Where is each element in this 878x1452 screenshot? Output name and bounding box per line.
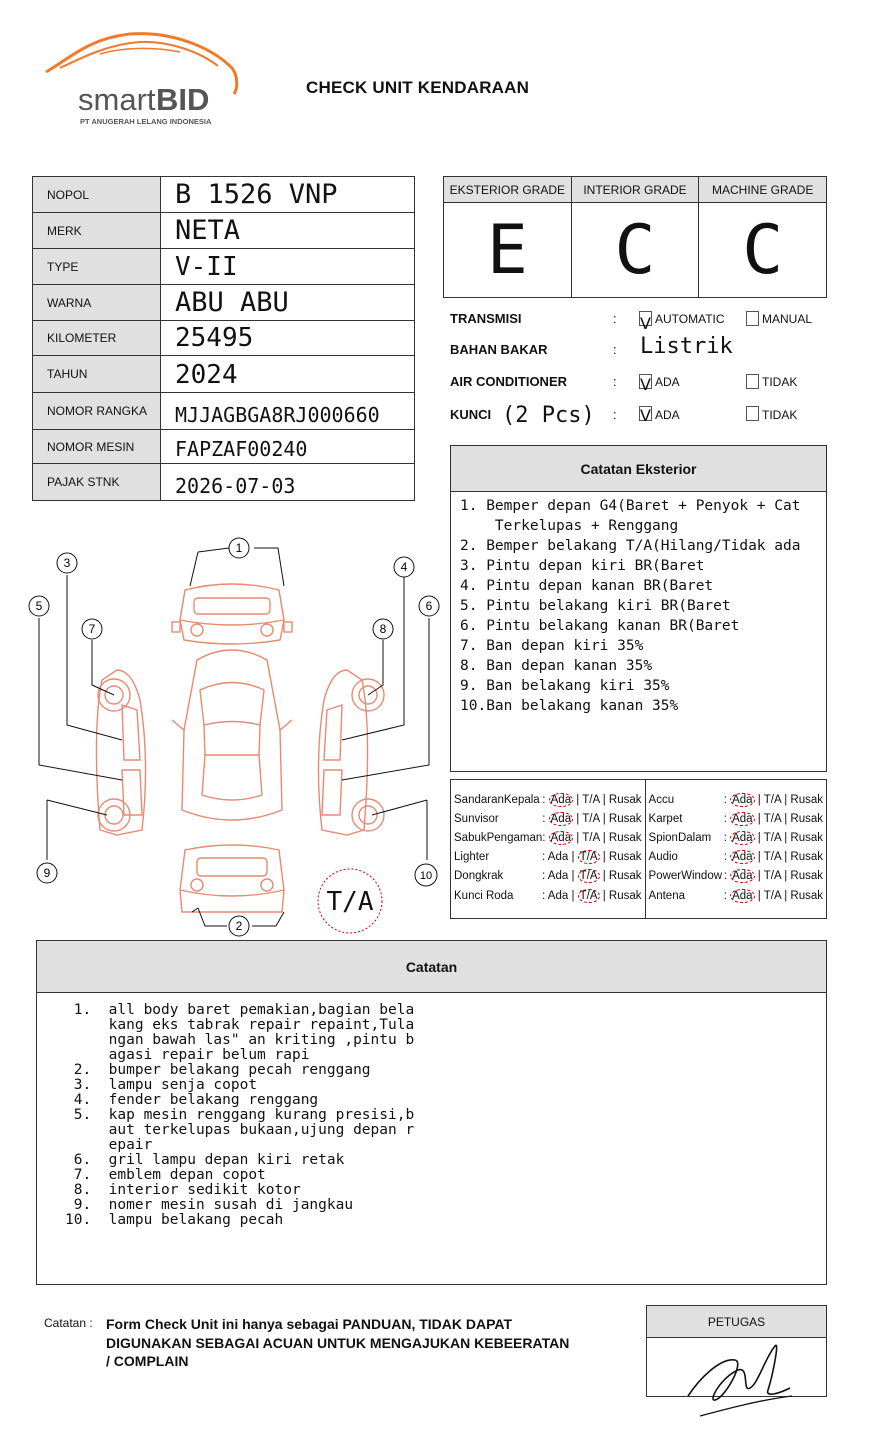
accessory-name: Audio (648, 851, 678, 864)
ac-label: AIR CONDITIONER (450, 374, 567, 389)
info-label: MERK (33, 213, 161, 248)
ac-ada-label: ADA (655, 375, 680, 389)
logo-subtitle: PT ANUGERAH LELANG INDONESIA (80, 117, 212, 126)
car-outline (96, 584, 384, 912)
check-icon: V (640, 314, 651, 333)
accessory-row (646, 886, 826, 905)
accessory-options: : Ada | T/A | Rusak (542, 851, 642, 864)
info-label: WARNA (33, 285, 161, 320)
accessory-name: Lighter (454, 851, 490, 864)
accessory-option[interactable]: Rusak (790, 812, 823, 825)
accessory-row (646, 809, 826, 828)
exterior-note-item: 7. Ban depan kiri 35% (460, 638, 644, 654)
accessory-option[interactable]: T/A (582, 812, 600, 825)
accessory-option[interactable]: Rusak (790, 831, 823, 844)
catatan-item: 7. emblem depan copot (65, 1167, 266, 1183)
info-label: TYPE (33, 249, 161, 284)
footer-disclaimer: Form Check Unit ini hanya sebagai PANDUAN, TIDAK DAPAT DIGUNAKAN SEBAGAI ACUAN UNTUK MENGAJUKAN KEBEERATAN / COMPLAIN (106, 1316, 570, 1369)
catatan-item: epair (65, 1137, 153, 1153)
info-value: NETA (175, 215, 241, 246)
accessory-row (451, 790, 645, 809)
info-label: TAHUN (33, 356, 161, 392)
info-label: PAJAK STNK (33, 464, 161, 500)
accessory-row (646, 848, 826, 867)
accessory-option[interactable]: Rusak (608, 870, 642, 883)
accessory-options: : Ada | T/A | Rusak (542, 870, 642, 883)
page-title: CHECK UNIT KENDARAAN (306, 78, 530, 97)
info-value: 25495 (175, 323, 254, 353)
grade-label: INTERIOR GRADE (572, 177, 699, 203)
catatan-item: agasi repair belum rapi (65, 1047, 310, 1063)
marker-3 (57, 553, 77, 573)
transmisi-label: TRANSMISI (450, 311, 522, 326)
catatan-item: 1. all body baret pemakian,bagian bela (65, 1002, 415, 1018)
accessory-row (451, 848, 645, 867)
catatan-item: kang eks tabrak repair repaint,Tula (65, 1017, 415, 1033)
info-label: NOPOL (33, 177, 161, 212)
accessory-option[interactable]: Rusak (608, 889, 642, 902)
signature-image (680, 1338, 800, 1422)
accessory-option[interactable]: T/A (763, 851, 781, 864)
accessory-option[interactable]: Rusak (790, 793, 823, 806)
catatan-item: 10. lampu belakang pecah (65, 1212, 284, 1228)
marker-8 (373, 619, 393, 639)
grade-value: C (614, 210, 656, 290)
accessory-option[interactable]: Ada (550, 831, 572, 844)
catatan-item: 8. interior sedikit kotor (65, 1182, 301, 1198)
exterior-notes-box (450, 445, 827, 772)
svg-text:2: 2 (235, 919, 243, 933)
accessory-option[interactable]: Ada (732, 812, 753, 825)
accessory-option[interactable]: Ada (732, 851, 753, 864)
accessories-left-column (451, 780, 646, 918)
exterior-note-item: 3. Pintu depan kiri BR(Baret (460, 558, 705, 574)
svg-text:1: 1 (235, 541, 243, 555)
accessory-option[interactable]: T/A (763, 793, 781, 806)
accessory-name: SandaranKepala (454, 793, 540, 806)
grade-value: E (486, 210, 528, 290)
accessory-option[interactable]: T/A (582, 793, 600, 806)
accessory-name: Antena (648, 889, 685, 902)
accessory-option[interactable]: T/A (763, 812, 781, 825)
catatan-box (36, 940, 827, 1285)
marker-9 (37, 863, 57, 883)
exterior-note-item: 9. Ban belakang kiri 35% (460, 678, 670, 694)
bahan-bakar-label: BAHAN BAKAR (450, 342, 548, 357)
accessory-option[interactable]: Rusak (608, 812, 642, 825)
accessory-option[interactable]: Ada (732, 831, 753, 844)
catatan-list (37, 993, 826, 1228)
info-row (33, 177, 414, 213)
catatan-item: 2. bumper belakang pecah renggang (65, 1062, 371, 1078)
marker-1 (229, 538, 249, 558)
accessory-name: Accu (648, 793, 675, 806)
accessory-name: PowerWindow (648, 870, 723, 883)
info-value: FAPZAF00240 (175, 437, 308, 461)
marker-2 (229, 916, 249, 936)
info-value: 2024 (175, 360, 238, 390)
transmisi-manual-label: MANUAL (762, 312, 813, 326)
accessory-option[interactable]: T/A (579, 889, 598, 902)
exterior-note-item: 4. Pintu depan kanan BR(Baret (460, 578, 714, 594)
accessory-option[interactable]: Ada (732, 793, 753, 806)
catatan-item: ngan bawah las" an kriting ,pintu b (65, 1032, 415, 1048)
accessory-row (451, 828, 645, 847)
info-value: MJJAGBGA8RJ000660 (175, 403, 380, 427)
accessory-name: Sunvisor (454, 812, 499, 825)
svg-text:3: 3 (63, 556, 71, 570)
accessory-name: SabukPengaman (454, 831, 543, 844)
accessory-row (646, 867, 826, 886)
ta-stamp (318, 869, 382, 933)
accessory-options: : Ada | T/A | Rusak (723, 793, 823, 806)
grade-label: EKSTERIOR GRADE (444, 177, 571, 203)
grade-label: MACHINE GRADE (699, 177, 826, 203)
accessory-options: : Ada | T/A | Rusak (723, 870, 823, 883)
accessory-name: Kunci Roda (454, 889, 514, 902)
accessories-box (450, 779, 827, 919)
info-label: NOMOR RANGKA (33, 393, 161, 429)
accessory-row (646, 790, 826, 809)
catatan-item: aut terkelupas bukaan,ujung depan r (65, 1122, 415, 1138)
accessory-option[interactable]: Rusak (790, 870, 823, 883)
svg-text:7: 7 (88, 622, 96, 636)
accessory-options: : Ada | T/A | Rusak (542, 793, 642, 806)
accessory-option[interactable]: T/A (582, 831, 600, 844)
grade-table (443, 176, 827, 298)
kunci-ada-label: ADA (655, 408, 680, 422)
accessory-option[interactable]: Ada (547, 889, 569, 902)
colon: : (613, 374, 617, 389)
accessory-option[interactable]: Ada (732, 889, 753, 902)
marker-6 (419, 596, 439, 616)
accessory-name: Karpet (648, 812, 683, 825)
marker-4 (394, 557, 414, 577)
accessory-option[interactable]: Rusak (608, 831, 642, 844)
accessory-options: : Ada | T/A | Rusak (542, 831, 642, 844)
logo-text-smart: smart (78, 82, 156, 117)
accessory-option[interactable]: T/A (579, 870, 598, 883)
ac-tidak-label: TIDAK (762, 375, 798, 389)
info-value: 2026-07-03 (175, 474, 296, 498)
transmisi-manual-checkbox[interactable] (746, 311, 759, 326)
accessory-row (646, 828, 826, 847)
exterior-note-item: 6. Pintu belakang kanan BR(Baret (460, 618, 740, 634)
svg-text:4: 4 (400, 560, 408, 574)
grade-column (444, 177, 572, 297)
accessory-option[interactable]: Ada (547, 851, 569, 864)
info-value: V-II (175, 252, 238, 282)
info-row (33, 321, 414, 356)
accessory-options: : Ada | T/A | Rusak (542, 889, 642, 902)
accessory-row (451, 867, 645, 886)
accessory-option[interactable]: Rusak (790, 889, 823, 902)
petugas-label: PETUGAS (647, 1306, 826, 1338)
accessory-option[interactable]: T/A (579, 851, 598, 864)
accessories-right-column (646, 780, 826, 918)
exterior-notes-title: Catatan Eksterior (451, 446, 826, 492)
accessory-options: : Ada | T/A | Rusak (542, 812, 642, 825)
ta-stamp-text: T/A (326, 887, 374, 917)
kunci-label: KUNCI (450, 407, 492, 422)
svg-text:6: 6 (425, 599, 433, 613)
kunci-count: (2 Pcs) (502, 403, 595, 428)
grade-column (699, 177, 826, 297)
svg-text:9: 9 (43, 866, 51, 880)
accessory-option[interactable]: T/A (763, 870, 781, 883)
catatan-item: 3. lampu senja copot (65, 1077, 258, 1093)
colon: : (613, 407, 617, 422)
exterior-note-item: Terkelupas + Renggang (460, 518, 679, 534)
svg-text:10: 10 (419, 870, 433, 882)
accessory-option[interactable]: Rusak (608, 793, 642, 806)
check-icon: V (640, 406, 651, 425)
catatan-title: Catatan (37, 941, 826, 993)
car-damage-diagram (22, 530, 442, 940)
catatan-item: 4. fender belakang renggang (65, 1092, 319, 1108)
vehicle-info-table (32, 176, 415, 501)
catatan-item: 6. gril lampu depan kiri retak (65, 1152, 345, 1168)
info-label: KILOMETER (33, 321, 161, 355)
accessory-option[interactable]: T/A (763, 831, 781, 844)
logo-text-bid: BID (156, 82, 210, 117)
exterior-note-item: 10.Ban belakang kanan 35% (460, 698, 679, 714)
info-row (33, 356, 414, 393)
catatan-item: 5. kap mesin renggang kurang presisi,b (65, 1107, 415, 1123)
accessory-option[interactable]: Ada (550, 812, 572, 825)
exterior-note-item: 5. Pintu belakang kiri BR(Baret (460, 598, 731, 614)
marker-10 (415, 864, 437, 886)
colon: : (613, 311, 617, 326)
info-value: ABU ABU (175, 287, 289, 318)
check-icon: V (640, 375, 651, 394)
accessory-name: Dongkrak (454, 870, 504, 883)
info-label: NOMOR MESIN (33, 430, 161, 463)
info-row (33, 285, 414, 321)
accessory-option[interactable]: Rusak (790, 851, 823, 864)
info-row (33, 430, 414, 464)
svg-text:8: 8 (379, 622, 387, 636)
info-row (33, 213, 414, 249)
exterior-note-item: 1. Bemper depan G4(Baret + Penyok + Cat (460, 498, 801, 514)
accessory-option[interactable]: Ada (550, 793, 572, 806)
footer-label: Catatan : (44, 1316, 93, 1330)
accessory-option[interactable]: Ada (732, 870, 753, 883)
accessory-row (451, 886, 645, 905)
smartbid-logo (40, 28, 250, 128)
accessory-options: : Ada | T/A | Rusak (723, 812, 823, 825)
kunci-tidak-checkbox[interactable] (746, 406, 759, 421)
info-value: B 1526 VNP (175, 179, 338, 210)
marker-7 (82, 619, 102, 639)
info-row (33, 249, 414, 285)
accessory-options: : Ada | T/A | Rusak (723, 831, 823, 844)
bahan-bakar-value: Listrik (640, 334, 733, 359)
info-row (33, 464, 414, 500)
marker-5 (29, 596, 49, 616)
grade-column (572, 177, 700, 297)
leader-lines (39, 548, 429, 926)
accessory-options: : Ada | T/A | Rusak (723, 889, 823, 902)
accessory-options: : Ada | T/A | Rusak (723, 851, 823, 864)
accessory-name: SpionDalam (648, 831, 712, 844)
exterior-note-item: 8. Ban depan kanan 35% (460, 658, 653, 674)
transmisi-automatic-label: AUTOMATIC (655, 312, 725, 326)
colon: : (613, 342, 617, 357)
grade-value: C (742, 210, 784, 290)
ac-tidak-checkbox[interactable] (746, 374, 759, 389)
exterior-note-item: 2. Bemper belakang T/A(Hilang/Tidak ada (460, 538, 801, 554)
accessory-option[interactable]: Rusak (608, 851, 642, 864)
accessory-row (451, 809, 645, 828)
accessory-option[interactable]: Ada (547, 870, 569, 883)
catatan-item: 9. nomer mesin susah di jangkau (65, 1197, 354, 1213)
kunci-tidak-label: TIDAK (762, 408, 798, 422)
svg-text:5: 5 (35, 599, 43, 613)
accessory-option[interactable]: T/A (763, 889, 781, 902)
info-row (33, 393, 414, 430)
exterior-notes-list (451, 492, 826, 716)
